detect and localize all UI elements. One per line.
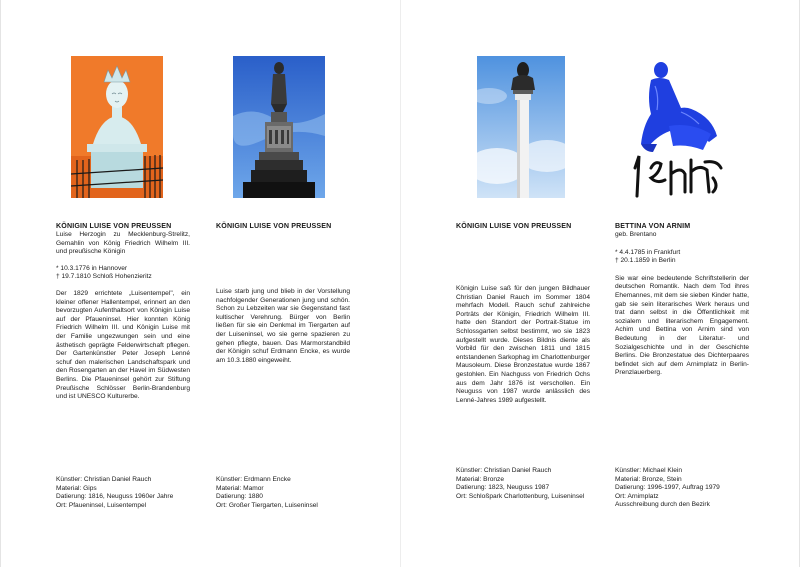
- meta-location: Ort: Pfaueninsel, Luisentempel: [56, 501, 147, 509]
- page-fold: [400, 0, 401, 567]
- death-date: † 19.7.1810 Schloß Hohenzieritz: [56, 273, 152, 281]
- luise-statue-column-illustration: [477, 56, 565, 198]
- column-meta: [56, 476, 190, 510]
- meta-artist: Künstler: Christian Daniel Rauch: [56, 476, 152, 483]
- birth-date: * 4.4.1785 in Frankfurt: [615, 248, 681, 256]
- meta-location: Ort: Großer Tiergarten, Luiseninsel: [216, 501, 318, 509]
- meta-artist: Künstler: Christian Daniel Rauch: [456, 467, 552, 474]
- meta-artist: Künstler: Michael Klein: [615, 467, 683, 474]
- column-body: Königin Luise saß für den jungen Bildhauer Christian Daniel Rauch im Sommer 1804 mehrfach Modell. Rauch schuf zahlreiche Porträts der Königin, Friedrich Wilhelm III. hatte den Standort der Portrait-Statue im Schlossgarten selbst bestimmt, wo sie 1823 aufgestellt wurde. Dieses Bildnis diente als Vorbild für den zwischen 1811 und 1815 entstandenen Sarkophag im Charlottenburger Mausoleum. Diese Bronzestatue wurde 1867 gestohlen. Ein Nachguss von Friedrich Ochs aus dem Jahr 1876 ist verschollen. Ein Neuguss von 1987 wurde anlässlich des Lenné-Jahres 1989 aufgestellt.: [456, 285, 590, 404]
- column-meta: [216, 476, 350, 510]
- meta-note: Ausschreibung durch den Bezirk: [615, 501, 710, 509]
- column-meta: [456, 467, 590, 501]
- meta-date: Datierung: 1823, Neuguss 1987: [456, 484, 550, 492]
- luise-bust-illustration: [71, 56, 163, 198]
- column-title: KÖNIGIN LUISE VON PREUSSEN: [216, 222, 332, 230]
- column-title: KÖNIGIN LUISE VON PREUSSEN: [56, 222, 172, 230]
- column-body-block: [216, 288, 350, 365]
- meta-location: Ort: Schloßpark Charlottenburg, Luiseninsel: [456, 492, 585, 500]
- column-bettina-von-arnim: [615, 222, 749, 509]
- meta-artist: Künstler: Erdmann Encke: [216, 476, 291, 483]
- meta-date: Datierung: 1816, Neuguss 1960er Jahre: [56, 493, 174, 501]
- column-body: Sie war eine bedeutende Schriftstellerin der deutschen Romantik. Nach dem Tod ihres Ehemannes, mit dem sie sieben Kinder hatte, gab sie sein literarisches Werk heraus und trat dann selbst in die Öffentlichkeit mit sozialem und literarischem Engagement. Achim und Bettina von Arnim sind von Bedeutung in der Literatur- und Sozialgeschichte und in der Geschichte Berlins. Die Bronzestatue des Dichterpaares befindet sich auf dem Arnimplatz in Berlin-Prenzlauerberg.: [615, 274, 749, 377]
- meta-location: Ort: Arnimplatz: [615, 492, 659, 500]
- column-body-block: [456, 285, 590, 405]
- column-title: BETTINA VON ARNIM: [615, 222, 691, 230]
- column-body: Luise starb jung und blieb in der Vorstellung nachfolgender Generationen jung und schön. Schon zu Lebzeiten war sie Gegenstand fast kultischer Verehrung. Bürger von Berlin ließen für sie ein Denkmal im Tiergarten auf der Luiseninsel, wo sie gerne spazieren zu gehen pflegte, bauen. Das Marmorstandbild der Königin schuf Erdmann Encke, es wurde am 10.3.1880 eingeweiht.: [216, 288, 350, 364]
- column-subtitle: Luise Herzogin zu Mecklenburg-Strelitz, Gemahlin von König Friedrich Wilhelm III. und preußische Königin: [56, 231, 190, 256]
- column-subtitle: geb. Brentano: [615, 231, 657, 238]
- death-date: † 20.1.1859 in Berlin: [615, 257, 676, 265]
- meta-date: Datierung: 1880: [216, 493, 263, 501]
- column-meta: [615, 467, 749, 510]
- luise-monument-illustration: [233, 56, 325, 198]
- birth-date: * 10.3.1776 in Hannover: [56, 264, 128, 272]
- meta-material: Material: Bronze: [456, 475, 505, 483]
- column-luise-tiergarten: [216, 222, 350, 509]
- meta-material: Material: Mamor: [216, 484, 264, 492]
- meta-date: Datierung: 1996-1997, Auftrag 1979: [615, 484, 720, 492]
- bettina-statue-illustration: [629, 56, 725, 198]
- meta-material: Material: Bronze, Stein: [615, 475, 682, 483]
- column-luise-pfaueninsel: [56, 222, 190, 509]
- column-title: KÖNIGIN LUISE VON PREUSSEN: [456, 222, 572, 230]
- column-luise-charlottenburg: [456, 222, 590, 500]
- meta-material: Material: Gips: [56, 484, 97, 492]
- column-body: Der 1829 errichtete „Luisentempel", ein kleiner offener Hallentempel, erinnert an den bevorzugten Aufenthaltsort von Königin Luise auf der Pfaueninsel. Hier konnten König Friedrich Wilhelm III. und Königin Luise mit der Familie ungezwungen sein und eine ästhetisch geprägte Felderwirtschaft pflegen. Der Gartenkünstler Peter Joseph Lenné schuf den malerischen Landschaftspark und den Rosengarten an der Havel im Südwesten Berlins. Die Pfaueninsel gehört zur Stiftung Preußische Schlösser Berlin-Brandenburg und ist UNESCO Kulturerbe.: [56, 289, 190, 401]
